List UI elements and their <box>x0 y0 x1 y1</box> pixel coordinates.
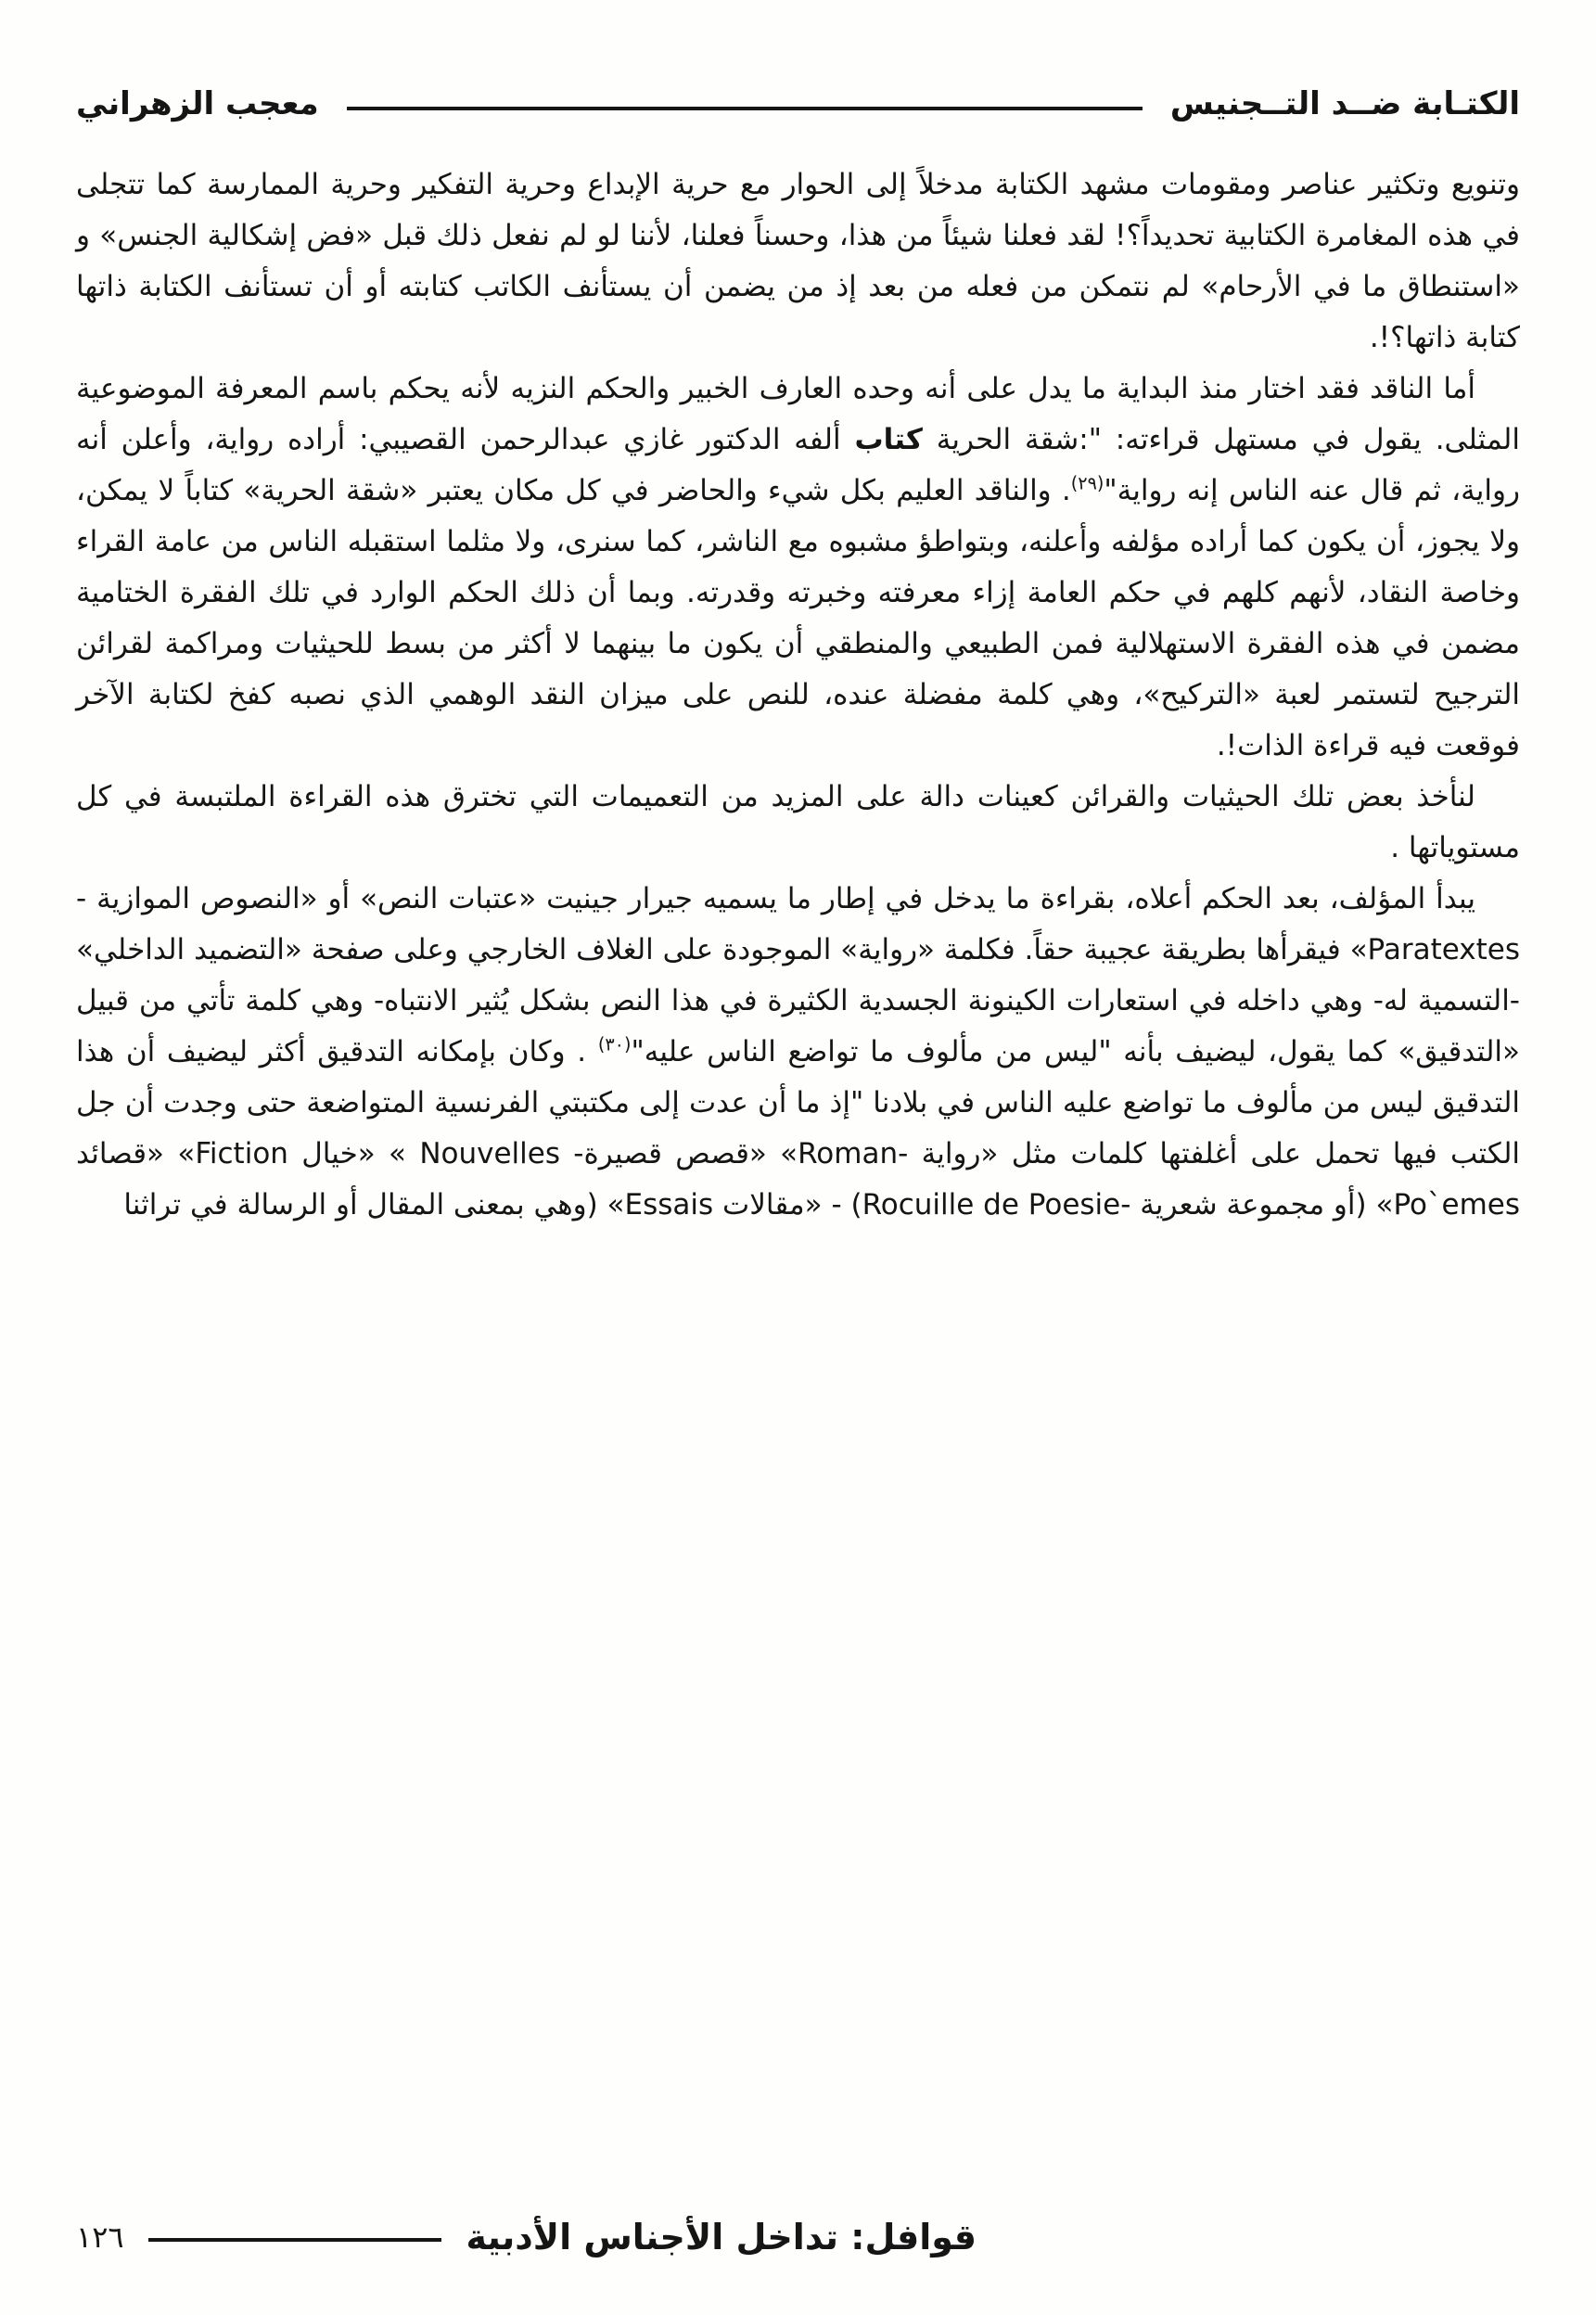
body-text <box>76 160 1520 1231</box>
paragraph <box>76 160 1520 364</box>
text-segment: لنأخذ بعض تلك الحيثيات والقرائن كعينات دالة على المزيد من التعميمات التي تخترق هذه القراءة الملتبسة في كل مستوياتها . <box>76 780 1520 864</box>
page-footer <box>76 2217 1520 2257</box>
text-segment: يبدأ المؤلف، بعد الحكم أعلاه، بقراءة ما يدخل في إطار ما يسميه جيرار جينيت «عتبات النص» أو «النصوص الموازية - Paratextes» فيقرأها بطريقة عجيبة حقاً. فكلمة «رواية» الموجودة على الغلاف الخارجي وعلى صفحة «التضميد الداخلي» -التسمية له- وهي داخله في استعارات الكينونة الجسدية الكثيرة في هذا النص بشكل يُثير الانتباه- وهي كلمة تأتي من قبيل «التدقيق» كما يقول، ليضيف بأنه "ليس من مألوف ما تواضع الناس عليه" <box>76 882 1520 1068</box>
footnote-marker: (٣٠) <box>597 1033 632 1055</box>
footnote-marker: (٢٩) <box>1070 472 1104 494</box>
paragraph <box>76 364 1520 772</box>
text-segment: أما الناقد فقد اختار منذ البداية ما يدل على أنه وحده العارف الخبير والحكم النزيه لأنه يحكم باسم المعرفة الموضوعية المثلى. يقول في مستهل قراءته: ":شقة الحرية <box>76 372 1520 456</box>
text-segment: . وكان بإمكانه التدقيق أكثر ليضيف أن هذا التدقيق ليس من مألوف ما تواضع عليه الناس في بلادنا "إذ ما أن عدت إلى مكتبتي الفرنسية المتواضعة حتى وجدت أن جل الكتب فيها تحمل على أغلفتها كلمات مثل «رواية -Roman» «قصص قصيرة- Nouvelles » «خيال Fiction» «قصائد Po`emes» (أو مجموعة شعرية -Rocuille de Poesie) - «مقالات Essais» (وهي بمعنى المقال أو الرسالة في تراثنا <box>76 1035 1521 1221</box>
paragraph <box>76 772 1520 874</box>
text-segment: ألفه الدكتور غازي عبدالرحمن القصيبي: أراده رواية، وأعلن أنه رواية، ثم قال عنه الناس إنه رواية" <box>76 423 1520 507</box>
page-header <box>76 85 1520 122</box>
text-segment: وتنويع وتكثير عناصر ومقومات مشهد الكتابة مدخلاً إلى الحوار مع حرية الإبداع وحرية التفكير وحرية الممارسة كما تتجلى في هذه المغامرة الكتابية تحديداً؟! لقد فعلنا شيئاً من هذا، وحسناً فعلنا، لأننا لو لم نفعل ذلك قبل «فض إشكالية الجنس» و «استنطاق ما في الأرحام» لم نتمكن من فعله من بعد إذ من يضمن أن يستأنف الكاتب كتابته أو أن تستأنف الكتابة ذاتها كتابة ذاتها؟!. <box>76 168 1520 354</box>
text-segment: كتاب <box>854 423 923 456</box>
footer-rule <box>148 2238 442 2242</box>
header-rule <box>347 107 1143 110</box>
page-number: ١٢٦ <box>76 2219 124 2255</box>
footer-book-title: قوافل: تداخل الأجناس الأدبية <box>466 2217 977 2257</box>
header-author: معجب الزهراني <box>76 85 319 122</box>
header-title: الكتـابة ضــد التــجنيس <box>1169 85 1520 122</box>
paragraph <box>76 874 1520 1231</box>
text-segment: . والناقد العليم بكل شيء والحاضر في كل مكان يعتبر «شقة الحرية» كتاباً لا يمكن، ولا يجوز، أن يكون كما أراده مؤلفه وأعلنه، وبتواطؤ مشبوه مع الناشر، كما سنرى، ولا مثلما استقبله الناس من عامة القراء وخاصة النقاد، لأنهم كلهم في حكم العامة إزاء معرفته وخبرته وقدرته. وبما أن ذلك الحكم الوارد في تلك الفقرة الختامية مضمن في هذه الفقرة الاستهلالية فمن الطبيعي والمنطقي أن يكون ما بينهما لا أكثر من بسط للحيثيات ومراكمة لقرائن الترجيح لتستمر لعبة «التركيح»، وهي كلمة مفضلة عنده، للنص على ميزان النقد الوهمي الذي نصبه كفخ لكتابة الآخر فوقعت فيه قراءة الذات!. <box>76 474 1520 762</box>
